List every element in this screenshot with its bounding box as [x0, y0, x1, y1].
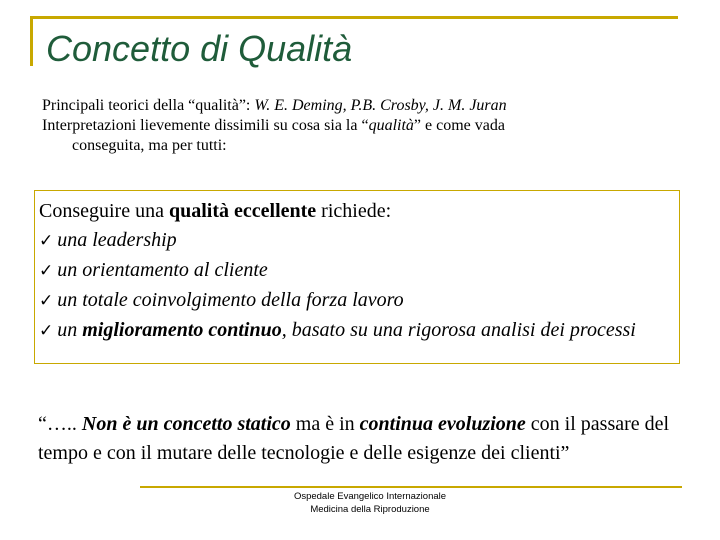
lead-bold: qualità eccellente — [168, 200, 317, 222]
item4-a: un — [57, 319, 83, 341]
item-text: un orientamento al cliente — [57, 259, 268, 281]
quote-bold2: continua evoluzione — [359, 413, 526, 435]
requirement-item — [39, 286, 675, 316]
intro-line3: conseguita, ma per tutti: — [72, 137, 227, 154]
intro-line2-b: ” e come vada — [413, 117, 505, 134]
item-text: una leadership — [57, 229, 177, 251]
slide-title: Concetto di Qualità — [46, 28, 353, 69]
quote-bold1: Non è un concetto statico — [81, 413, 291, 435]
requirements-lead — [39, 197, 675, 226]
quote-mid: ma è in — [290, 413, 360, 435]
intro-line2-a: Interpretazioni lievemente dissimili su cosa sia la “ — [42, 117, 369, 134]
requirement-item — [39, 226, 675, 256]
quote-text — [38, 410, 698, 468]
intro-line-interpretations — [42, 116, 682, 136]
checkmark-icon: ✓ — [39, 261, 54, 281]
checkmark-icon: ✓ — [39, 291, 54, 311]
bottom-border-line — [140, 486, 682, 488]
footer-line1: Ospedale Evangelico Internazionale — [293, 491, 447, 502]
footer — [260, 490, 480, 516]
intro-line1-lead: Principali teorici della “qualità”: — [42, 97, 251, 114]
quote-rest: con il passare del tempo e con il mutare delle tecnologie e delle esigenze dei clienti” — [38, 413, 670, 464]
top-border-line — [30, 16, 678, 19]
theorist-names: W. E. Deming, P.B. Crosby, J. M. Juran — [254, 97, 507, 114]
quote-open: “….. — [38, 413, 82, 435]
intro-line2-em: qualità — [368, 117, 414, 134]
checkmark-icon: ✓ — [39, 231, 54, 251]
requirement-item — [39, 316, 675, 346]
item-text: un totale coinvolgimento della forza lavoro — [57, 289, 404, 311]
intro-text — [42, 96, 682, 156]
footer-line2: Medicina della Riproduzione — [310, 504, 430, 515]
requirements-box — [34, 190, 680, 364]
item4-bold: miglioramento continuo — [82, 319, 282, 341]
left-border-line — [30, 16, 33, 66]
checkmark-icon: ✓ — [39, 321, 54, 341]
lead-a: Conseguire una — [39, 200, 169, 222]
lead-b: richiede: — [316, 200, 392, 222]
intro-line-theorists — [42, 96, 682, 116]
requirement-item — [39, 256, 675, 286]
item4-b: , basato su una rigorosa analisi dei processi — [281, 319, 636, 341]
